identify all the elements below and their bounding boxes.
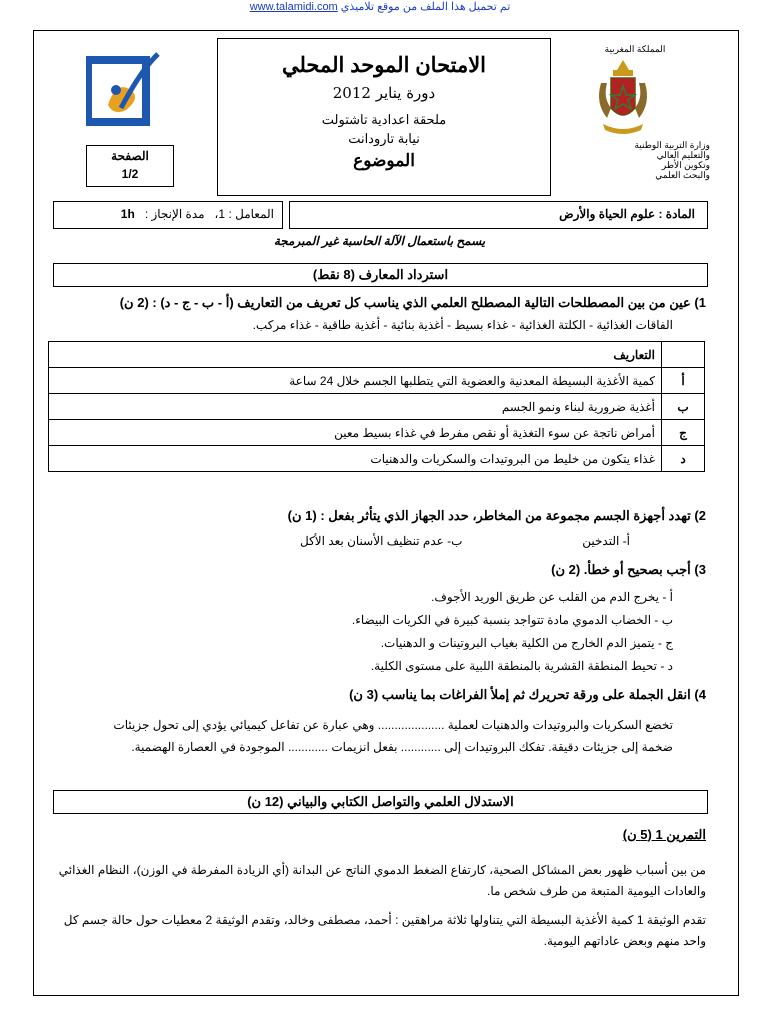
subject-text: المادة : علوم الحياة والأرض <box>559 207 695 221</box>
question-2-options <box>300 534 630 548</box>
question-text: تهدد أجهزة الجسم مجموعة من المخاطر، حدد الجهاز الذي يتأثر بفعل : (1 ن) <box>287 508 691 523</box>
download-banner <box>0 0 768 14</box>
ministry-name <box>570 140 710 180</box>
table-row <box>49 446 705 472</box>
table-row <box>49 368 705 394</box>
sentence-line: تخضع السكريات والبروتيدات والدهنيات لعملية .................... وهي عبارة عن تفاعل كيميائي يؤدي إلى تحول جزيئات <box>113 718 673 732</box>
royal-emblem-icon <box>593 58 653 153</box>
page-label: الصفحة <box>111 149 149 163</box>
site-link[interactable]: www.talamidi.com <box>249 1 338 13</box>
row-label: ب <box>662 394 705 420</box>
paragraph-line: من بين أسباب ظهور بعض المشاكل الصحية، كارتفاع الضغط الدموي الناتج عن البدانة (أي الزيادة المفرطة في الوزن)، النظام الغذائي <box>58 863 706 877</box>
table-header-row <box>49 342 705 368</box>
subject-box <box>289 201 708 229</box>
row-text: غذاء يتكون من خليط من البروتيدات والسكريات والدهنيات <box>49 446 662 472</box>
question-text: أجب بصحيح أو خطأ. (2 ن) <box>551 562 691 577</box>
question-3 <box>53 562 706 578</box>
row-text: كمية الأغذية البسيطة المعدنية والعضوية التي يتطلبها الجسم خلال 24 ساعة <box>49 368 662 394</box>
row-text: أغذية ضرورية لبناء ونمو الجسم <box>49 394 662 420</box>
duration-value: 1h <box>120 207 135 221</box>
ministry-line: والتعليم العالي <box>656 150 710 160</box>
school-name: ملحقة اعدادية تاشتولت <box>321 112 447 127</box>
question-3-items <box>53 586 673 678</box>
option-a: أ- التدخين <box>582 534 630 548</box>
question-number: 4) <box>694 687 706 702</box>
exam-title-box <box>217 38 551 196</box>
paragraph-line: واحد منهم وبعض عاداتهم اليومية. <box>543 934 706 948</box>
terms-list: الفاقات الغذائية - الكلتة الغذائية - غذاء بسيط - أغذية بنائية - أغذية طاقية - غذاء مركب. <box>252 318 673 332</box>
question-4-sentence <box>53 714 673 758</box>
duration-label: مدة الإنجاز : <box>144 207 205 221</box>
ministry-line: والبحث العلمي <box>655 170 710 180</box>
exercise-paragraph-1 <box>53 860 706 902</box>
section2-header: الاستدلال العلمي والتواصل الكتابي والبياني (12 ن) <box>53 790 708 814</box>
directorate-name: نيابة تارودانت <box>348 131 420 146</box>
page-value: 1/2 <box>121 167 139 181</box>
calculator-note: يسمح باستعمال الآلة الحاسبة غير المبرمجة <box>273 234 486 248</box>
question-number: 3) <box>694 562 706 577</box>
question-text: عين من بين المصطلحات التالية المصطلح العلمي الذي يناسب كل تعريف من التعاريف (أ - ب - ج - د) : (2 ن) <box>119 295 691 310</box>
row-label: أ <box>662 368 705 394</box>
row-label: ج <box>662 420 705 446</box>
table-row <box>49 394 705 420</box>
question-1 <box>53 295 706 311</box>
kingdom-label: المملكة المغربية <box>604 44 666 54</box>
table-header: التعاريف <box>49 342 662 368</box>
sentence-line: ضخمة إلى جزيئات دقيقة. تفكك البروتيدات إلى ............ بفعل انزيمات ............ الموجودة في العصارة الهضمية. <box>131 740 673 754</box>
list-item: ب - الخضاب الدموي مادة تتواجد بنسبة كبيرة في الكريات البيضاء. <box>351 613 673 627</box>
option-b: ب- عدم تنظيف الأسنان بعد الأكل <box>300 534 463 548</box>
exercise-paragraph-2 <box>53 910 706 952</box>
ministry-line: وزارة التربية الوطنية <box>634 140 710 150</box>
page-number-box <box>86 145 174 187</box>
list-item: د - تحيط المنطقة القشرية بالمنطقة اللبية على مستوى الكلية. <box>370 659 673 673</box>
coefficient-text: المعامل : 1، <box>214 207 274 221</box>
list-item: ج - يتميز الدم الخارج من الكلية بغياب البروتينات و الدهنيات. <box>380 636 673 650</box>
definitions-table <box>48 341 705 472</box>
ministry-line: وتكوين الأطر <box>661 160 710 170</box>
paragraph-line: والعادات اليومية المتبعة من طرف شخص ما. <box>487 884 706 898</box>
row-text: أمراض ناتجة عن سوء التغذية أو نقص مفرط في غذاء بسيط معين <box>49 420 662 446</box>
topic-heading: الموضوع <box>353 151 415 170</box>
question-2 <box>53 508 706 524</box>
exam-session: دورة يناير 2012 <box>332 84 436 102</box>
list-item: أ - يخرج الدم من القلب عن طريق الوريد الأجوف. <box>431 590 673 604</box>
section1-header: استرداد المعارف (8 نقط) <box>53 263 708 287</box>
question-4 <box>53 687 706 703</box>
exercise-1-title: التمرين 1 (5 ن) <box>622 827 706 842</box>
table-row <box>49 420 705 446</box>
coefficient-duration-box <box>53 201 283 229</box>
row-label: د <box>662 446 705 472</box>
exam-title: الامتحان الموحد المحلي <box>281 54 487 77</box>
download-message: تم تحميل هذا الملف من موقع تلاميذي <box>340 1 511 13</box>
question-number: 2) <box>694 508 706 523</box>
paragraph-line: تقدم الوثيقة 1 كمية الأغذية البسيطة التي يتناولها ثلاثة مراهقين : أحمد، مصطفى وخالد، وتقدم الوثيقة 2 معطيات حول حالة جسم كل <box>63 913 706 927</box>
question-number: 1) <box>694 295 706 310</box>
school-logo-icon <box>86 50 162 128</box>
question-text: انقل الجملة على ورقة تحريرك ثم إملأ الفراغات بما يناسب (3 ن) <box>349 687 691 702</box>
